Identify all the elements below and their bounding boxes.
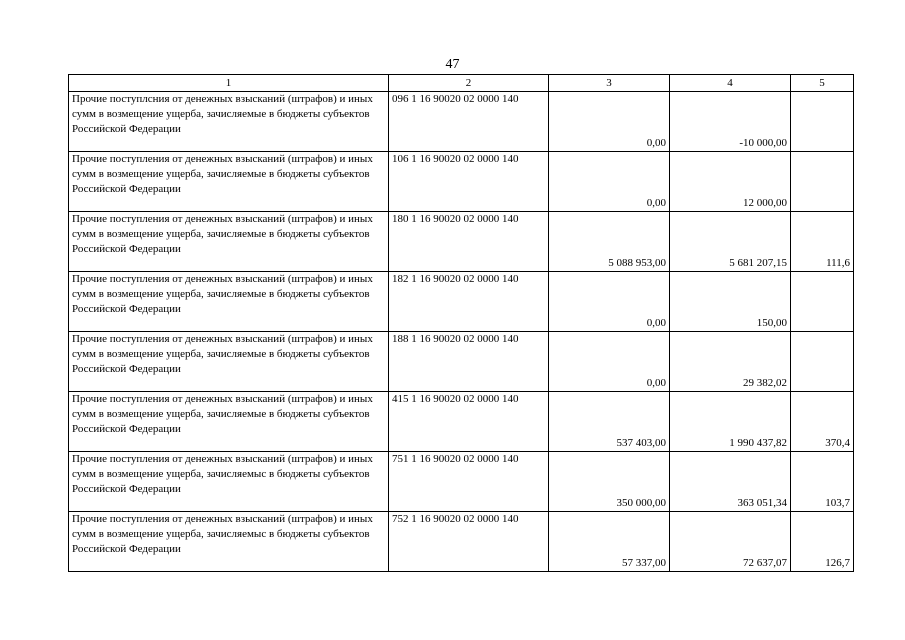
plan-amount-cell: 537 403,00: [549, 392, 670, 452]
actual-amount-cell: 363 051,34: [670, 452, 791, 512]
actual-amount-cell: 5 681 207,15: [670, 212, 791, 272]
table-row: [69, 452, 854, 512]
percent-cell: 111,6: [791, 212, 854, 272]
plan-amount-cell: 57 337,00: [549, 512, 670, 572]
row-name-cell: Прочие поступления от денежных взысканий (штрафов) и иных сумм в возмещение ущерба, зачисляемые в бюджеты субъектов Российской Федерации: [69, 392, 389, 452]
budget-code-cell: 180 1 16 90020 02 0000 140: [389, 212, 549, 272]
budget-code-cell: 096 1 16 90020 02 0000 140: [389, 92, 549, 152]
table-row: [69, 392, 854, 452]
row-name-cell: Прочие поступления от денежных взысканий (штрафов) и иных сумм в возмещение ущерба, зачисляемыс в бюджеты субъектов Российской Федерации: [69, 512, 389, 572]
percent-cell: [791, 92, 854, 152]
column-header-3: 3: [549, 75, 670, 92]
percent-cell: 126,7: [791, 512, 854, 572]
row-name-cell: Прочие поступления от денежных взысканий (штрафов) и иных сумм в возмещение ущерба, зачисляемые в бюджеты субъектов Российской Федерации: [69, 152, 389, 212]
plan-amount-cell: 350 000,00: [549, 452, 670, 512]
percent-cell: 103,7: [791, 452, 854, 512]
actual-amount-cell: 12 000,00: [670, 152, 791, 212]
table-row: [69, 152, 854, 212]
column-header-5: 5: [791, 75, 854, 92]
percent-cell: [791, 332, 854, 392]
budget-code-cell: 182 1 16 90020 02 0000 140: [389, 272, 549, 332]
table-body: [69, 92, 854, 572]
percent-cell: [791, 272, 854, 332]
actual-amount-cell: 29 382,02: [670, 332, 791, 392]
plan-amount-cell: 5 088 953,00: [549, 212, 670, 272]
row-name-cell: Прочие поступлсния от денежных взысканий (штрафов) и иных сумм в возмещение ущерба, зачисляемые в бюджеты субъектов Российской Федерации: [69, 92, 389, 152]
budget-code-cell: 751 1 16 90020 02 0000 140: [389, 452, 549, 512]
actual-amount-cell: -10 000,00: [670, 92, 791, 152]
table-row: [69, 332, 854, 392]
budget-code-cell: 415 1 16 90020 02 0000 140: [389, 392, 549, 452]
table-row: [69, 272, 854, 332]
actual-amount-cell: 72 637,07: [670, 512, 791, 572]
actual-amount-cell: 1 990 437,82: [670, 392, 791, 452]
column-header-2: 2: [389, 75, 549, 92]
plan-amount-cell: 0,00: [549, 332, 670, 392]
row-name-cell: Прочие поступления от денежных взысканий (штрафов) и иных сумм в возмещение ущерба, зачисляемые в бюджеты субъектов Российской Федерации: [69, 332, 389, 392]
row-name-cell: Прочие поступления от денежных взысканий (штрафов) и иных сумм в возмещение ущерба, зачисляемыс в бюджеты субъектов Российской Федерации: [69, 452, 389, 512]
budget-code-cell: 752 1 16 90020 02 0000 140: [389, 512, 549, 572]
percent-cell: [791, 152, 854, 212]
table-header-row: [69, 75, 854, 92]
plan-amount-cell: 0,00: [549, 92, 670, 152]
table-row: [69, 512, 854, 572]
table-row: [69, 212, 854, 272]
column-header-4: 4: [670, 75, 791, 92]
actual-amount-cell: 150,00: [670, 272, 791, 332]
revenue-table: [68, 74, 854, 572]
plan-amount-cell: 0,00: [549, 152, 670, 212]
table-row: [69, 92, 854, 152]
budget-code-cell: 188 1 16 90020 02 0000 140: [389, 332, 549, 392]
column-header-1: 1: [69, 75, 389, 92]
row-name-cell: Прочие поступления от денежных взысканий (штрафов) и иных сумм в возмещение ущерба, зачисляемые в бюджеты субъектов Российской Федерации: [69, 272, 389, 332]
plan-amount-cell: 0,00: [549, 272, 670, 332]
budget-code-cell: 106 1 16 90020 02 0000 140: [389, 152, 549, 212]
page-number: 47: [445, 57, 460, 72]
row-name-cell: Прочие поступления от денежных взысканий (штрафов) и иных сумм в возмещение ущерба, зачисляемые в бюджеты субъектов Российской Федерации: [69, 212, 389, 272]
percent-cell: 370,4: [791, 392, 854, 452]
